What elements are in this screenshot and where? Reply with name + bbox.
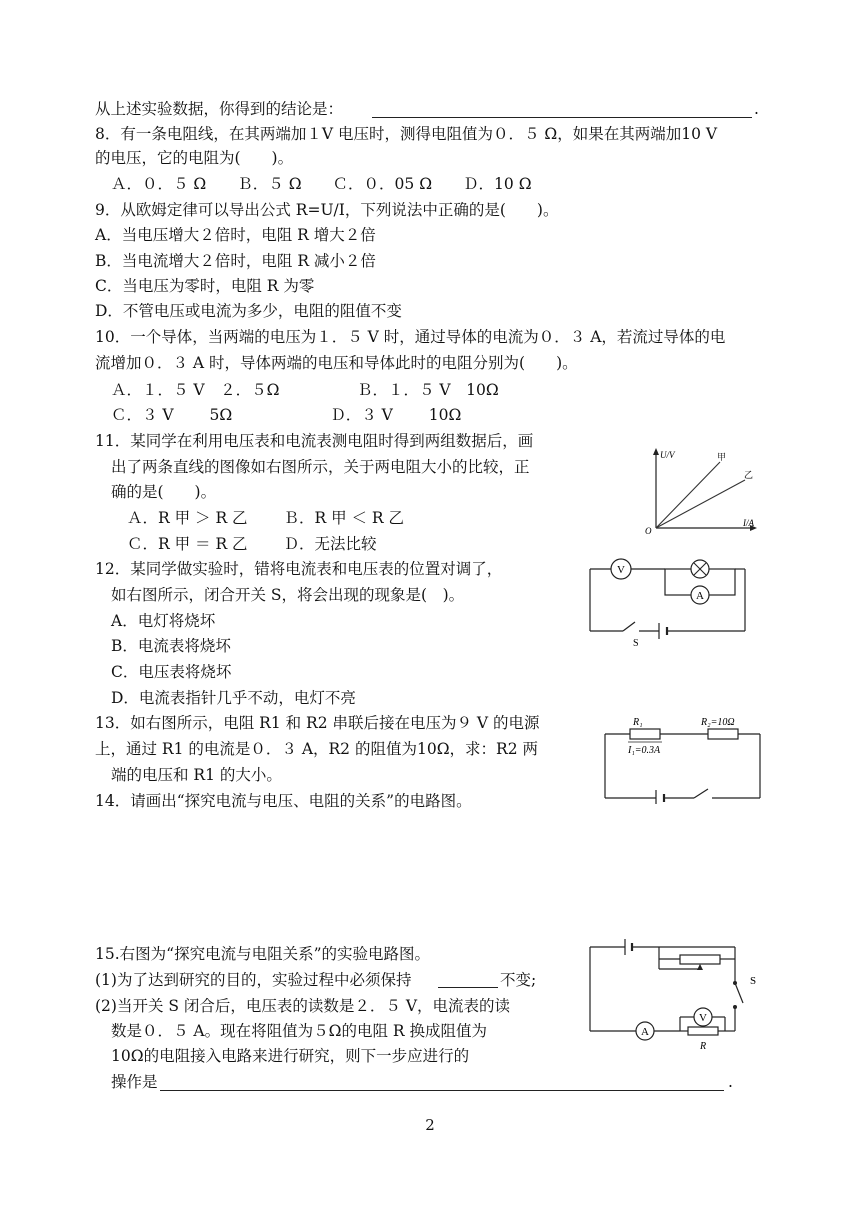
q10-options-cd: Ｃ．３ V 5Ω Ｄ．３ V 10Ω bbox=[111, 406, 462, 424]
q8-text-2: 的电压，它的电阻为( )。 bbox=[95, 149, 294, 167]
ammeter-label: A bbox=[696, 590, 704, 602]
q12-option-d: D．电流表指针几乎不动，电灯不亮 bbox=[111, 689, 356, 707]
line-jia bbox=[656, 462, 720, 528]
q15-circuit bbox=[585, 935, 765, 1055]
answer-blank bbox=[372, 116, 752, 118]
origin-label: O bbox=[645, 526, 652, 535]
q8-options: Ａ．０．５ Ω Ｂ．５ Ω Ｃ．０．05 Ω Ｄ．10 Ω bbox=[111, 175, 532, 193]
i1-label: I₁=0.3A bbox=[628, 745, 661, 756]
q15-text: 15.右图为“探究电流与电阻关系”的实验电路图。 bbox=[95, 945, 430, 963]
q9-option-a: A．当电压增大２倍时，电阻 R 增大２倍 bbox=[95, 226, 376, 244]
q15-part2: (2)当开关 S 闭合后，电压表的读数是２．５ V，电流表的读 bbox=[95, 997, 511, 1015]
resistor-label: R bbox=[700, 1041, 707, 1052]
q11-options-cd: Ｃ．R 甲 ＝ R 乙 Ｄ．无法比较 bbox=[127, 535, 377, 553]
switch-label-s: S bbox=[750, 975, 757, 987]
q15-blank-2 bbox=[160, 1089, 724, 1091]
q12-text: 12．某同学做实验时，错将电流表和电压表的位置对调了， bbox=[95, 560, 503, 578]
ammeter-label: A bbox=[641, 1026, 649, 1038]
q12-option-c: C．电压表将烧坏 bbox=[111, 663, 232, 681]
yi-label: 乙 bbox=[744, 470, 754, 480]
period: . bbox=[754, 100, 759, 118]
period-2: . bbox=[728, 1073, 733, 1091]
q12-text-2: 如右图所示，闭合开关 S，将会出现的现象是( )。 bbox=[111, 586, 465, 604]
q14-text: 14．请画出“探究电流与电压、电阻的关系”的电路图。 bbox=[95, 792, 472, 810]
q15-part2-line2: 数是０．５ A。现在将阻值为５Ω的电阻 R 换成阻值为 bbox=[111, 1022, 487, 1040]
q15-part1-end: 不变; bbox=[500, 971, 537, 989]
q13-circuit bbox=[600, 712, 770, 804]
q9-text: 9．从欧姆定律可以导出公式 R=U/I，下列说法中正确的是( )。 bbox=[95, 201, 559, 219]
q11-options-ab: Ａ．R 甲 ＞ R 乙 Ｂ．R 甲 ＜ R 乙 bbox=[127, 509, 405, 527]
q12-option-b: B．电流表将烧坏 bbox=[111, 637, 231, 655]
q13-text-2: 上，通过 R1 的电流是０．３ A，R2 的阻值为10Ω，求：R2 两 bbox=[95, 740, 539, 758]
q12-option-a: A．电灯将烧坏 bbox=[111, 612, 216, 630]
q12-circuit bbox=[585, 555, 760, 650]
y-axis-label: U/V bbox=[660, 450, 675, 460]
r1-label: R₁ bbox=[633, 717, 643, 728]
line-yi bbox=[656, 480, 745, 528]
q10-text: 10．一个导体，当两端的电压为１．５ V 时，通过导体的电流为０．３ A，若流过导体的电 bbox=[95, 328, 726, 346]
conclusion-prompt: 从上述实验数据，你得到的结论是： bbox=[95, 100, 344, 118]
q9-option-d: D．不管电压或电流为多少，电阻的阻值不变 bbox=[95, 302, 402, 320]
voltmeter-label: V bbox=[617, 564, 625, 576]
jia-label: 甲 bbox=[717, 452, 727, 462]
q11-text: 11．某同学在利用电压表和电流表测电阻时得到两组数据后，画 bbox=[95, 432, 534, 450]
q15-blank-1 bbox=[438, 986, 498, 988]
q10-text-2: 流增加０．３ A 时，导体两端的电压和导体此时的电阻分别为( )。 bbox=[95, 354, 578, 372]
page-number: 2 bbox=[425, 1116, 435, 1134]
q8-text: 8．有一条电阻线，在其两端加１V 电压时，测得电阻值为０．５ Ω，如果在其两端加10 V bbox=[95, 125, 718, 143]
q13-text-3: 端的电压和 R1 的大小。 bbox=[111, 766, 282, 784]
voltmeter-label: V bbox=[699, 1012, 707, 1024]
q10-options-ab: Ａ．１．５ V ２．５Ω Ｂ．１．５ V 10Ω bbox=[111, 381, 499, 399]
q9-option-c: C．当电压为零时，电阻 R 为零 bbox=[95, 277, 315, 295]
x-axis-label: I/A bbox=[743, 518, 754, 528]
q9-option-b: B．当电流增大２倍时，电阻 R 减小２倍 bbox=[95, 252, 376, 270]
q13-text: 13．如右图所示，电阻 R1 和 R2 串联后接在电压为９ V 的电源 bbox=[95, 714, 540, 732]
q11-text-3: 确的是( )。 bbox=[111, 483, 217, 501]
q15-part1: (1)为了达到研究的目的，实验过程中必须保持 bbox=[95, 971, 412, 989]
q11-text-2: 出了两条直线的图像如右图所示，关于两电阻大小的比较，正 bbox=[111, 458, 530, 476]
q11-ui-graph bbox=[640, 440, 770, 535]
switch-label: S bbox=[633, 638, 639, 649]
q15-part2-line4: 操作是 bbox=[111, 1073, 158, 1091]
q15-part2-line3: 10Ω的电阻接入电路来进行研究，则下一步应进行的 bbox=[111, 1047, 470, 1065]
r2-label: R₂=10Ω bbox=[701, 717, 735, 728]
